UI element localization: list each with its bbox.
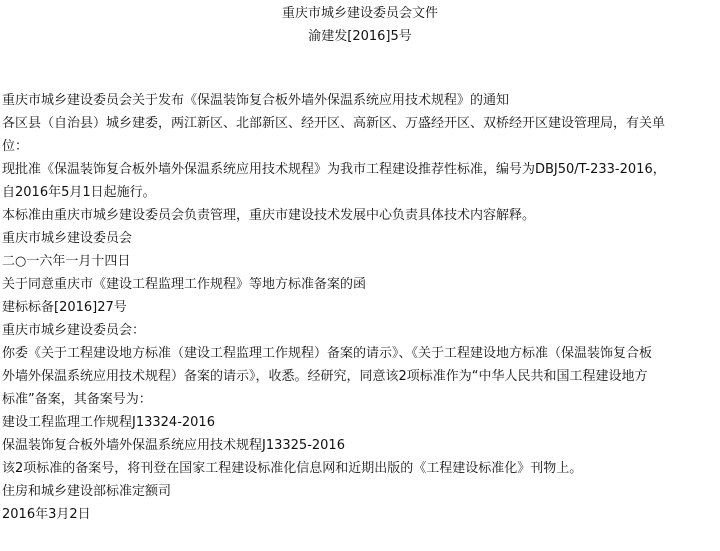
header-doc-number: 渝建发[2016]5号 xyxy=(308,29,412,44)
letter-signer: 住房和城乡建设部标准定额司 xyxy=(2,484,172,499)
notice-body-2: 自2016年5月1日起施行。 xyxy=(2,185,156,200)
notice-body-1: 现批准《保温装饰复合板外墙外保温系统应用技术规程》为我市工程建设推荐性标准，编号为DBJ50/T-233-2016， xyxy=(2,162,666,177)
letter-title: 关于同意重庆市《建设工程监理工作规程》等地方标准备案的函 xyxy=(2,277,367,292)
letter-item-2: 保温装饰复合板外墙外保温系统应用技术规程J13325-2016 xyxy=(2,438,345,453)
notice-date: 二○一六年一月十四日 xyxy=(2,254,131,269)
letter-date: 2016年3月2日 xyxy=(2,507,91,522)
notice-title: 重庆市城乡建设委员会关于发布《保温装饰复合板外墙外保温系统应用技术规程》的通知 xyxy=(2,93,510,108)
letter-body-3: 标准”备案，其备案号为： xyxy=(2,392,152,407)
header-org-file: 重庆市城乡建设委员会文件 xyxy=(281,6,438,21)
notice-body-3: 本标准由重庆市城乡建设委员会负责管理，重庆市建设技术发展中心负责具体技术内容解释。 xyxy=(2,208,536,223)
letter-doc-number: 建标标备[2016]27号 xyxy=(2,300,127,315)
notice-signer: 重庆市城乡建设委员会 xyxy=(2,231,133,246)
notice-recipients-2: 位： xyxy=(2,139,29,154)
letter-body-2: 外墙外保温系统应用技术规程）备案的请示》，收悉。经研究，同意该2项标准作为“中华人民共和国工程建设地方 xyxy=(2,369,648,384)
letter-body-4: 该2项标准的备案号，将刊登在国家工程建设标准化信息网和近期出版的《工程建设标准化》刊物上。 xyxy=(2,461,583,476)
letter-body-1: 你委《关于工程建设地方标准（建设工程监理工作规程）备案的请示》、《关于工程建设地方标准（保温装饰复合板 xyxy=(2,346,653,361)
letter-item-1: 建设工程监理工作规程J13324-2016 xyxy=(2,415,215,430)
letter-addressee: 重庆市城乡建设委员会： xyxy=(2,323,146,338)
notice-recipients-1: 各区县（自治县）城乡建委，两江新区、北部新区、经开区、高新区、万盛经开区、双桥经开区建设管理局，有关单 xyxy=(2,116,666,131)
